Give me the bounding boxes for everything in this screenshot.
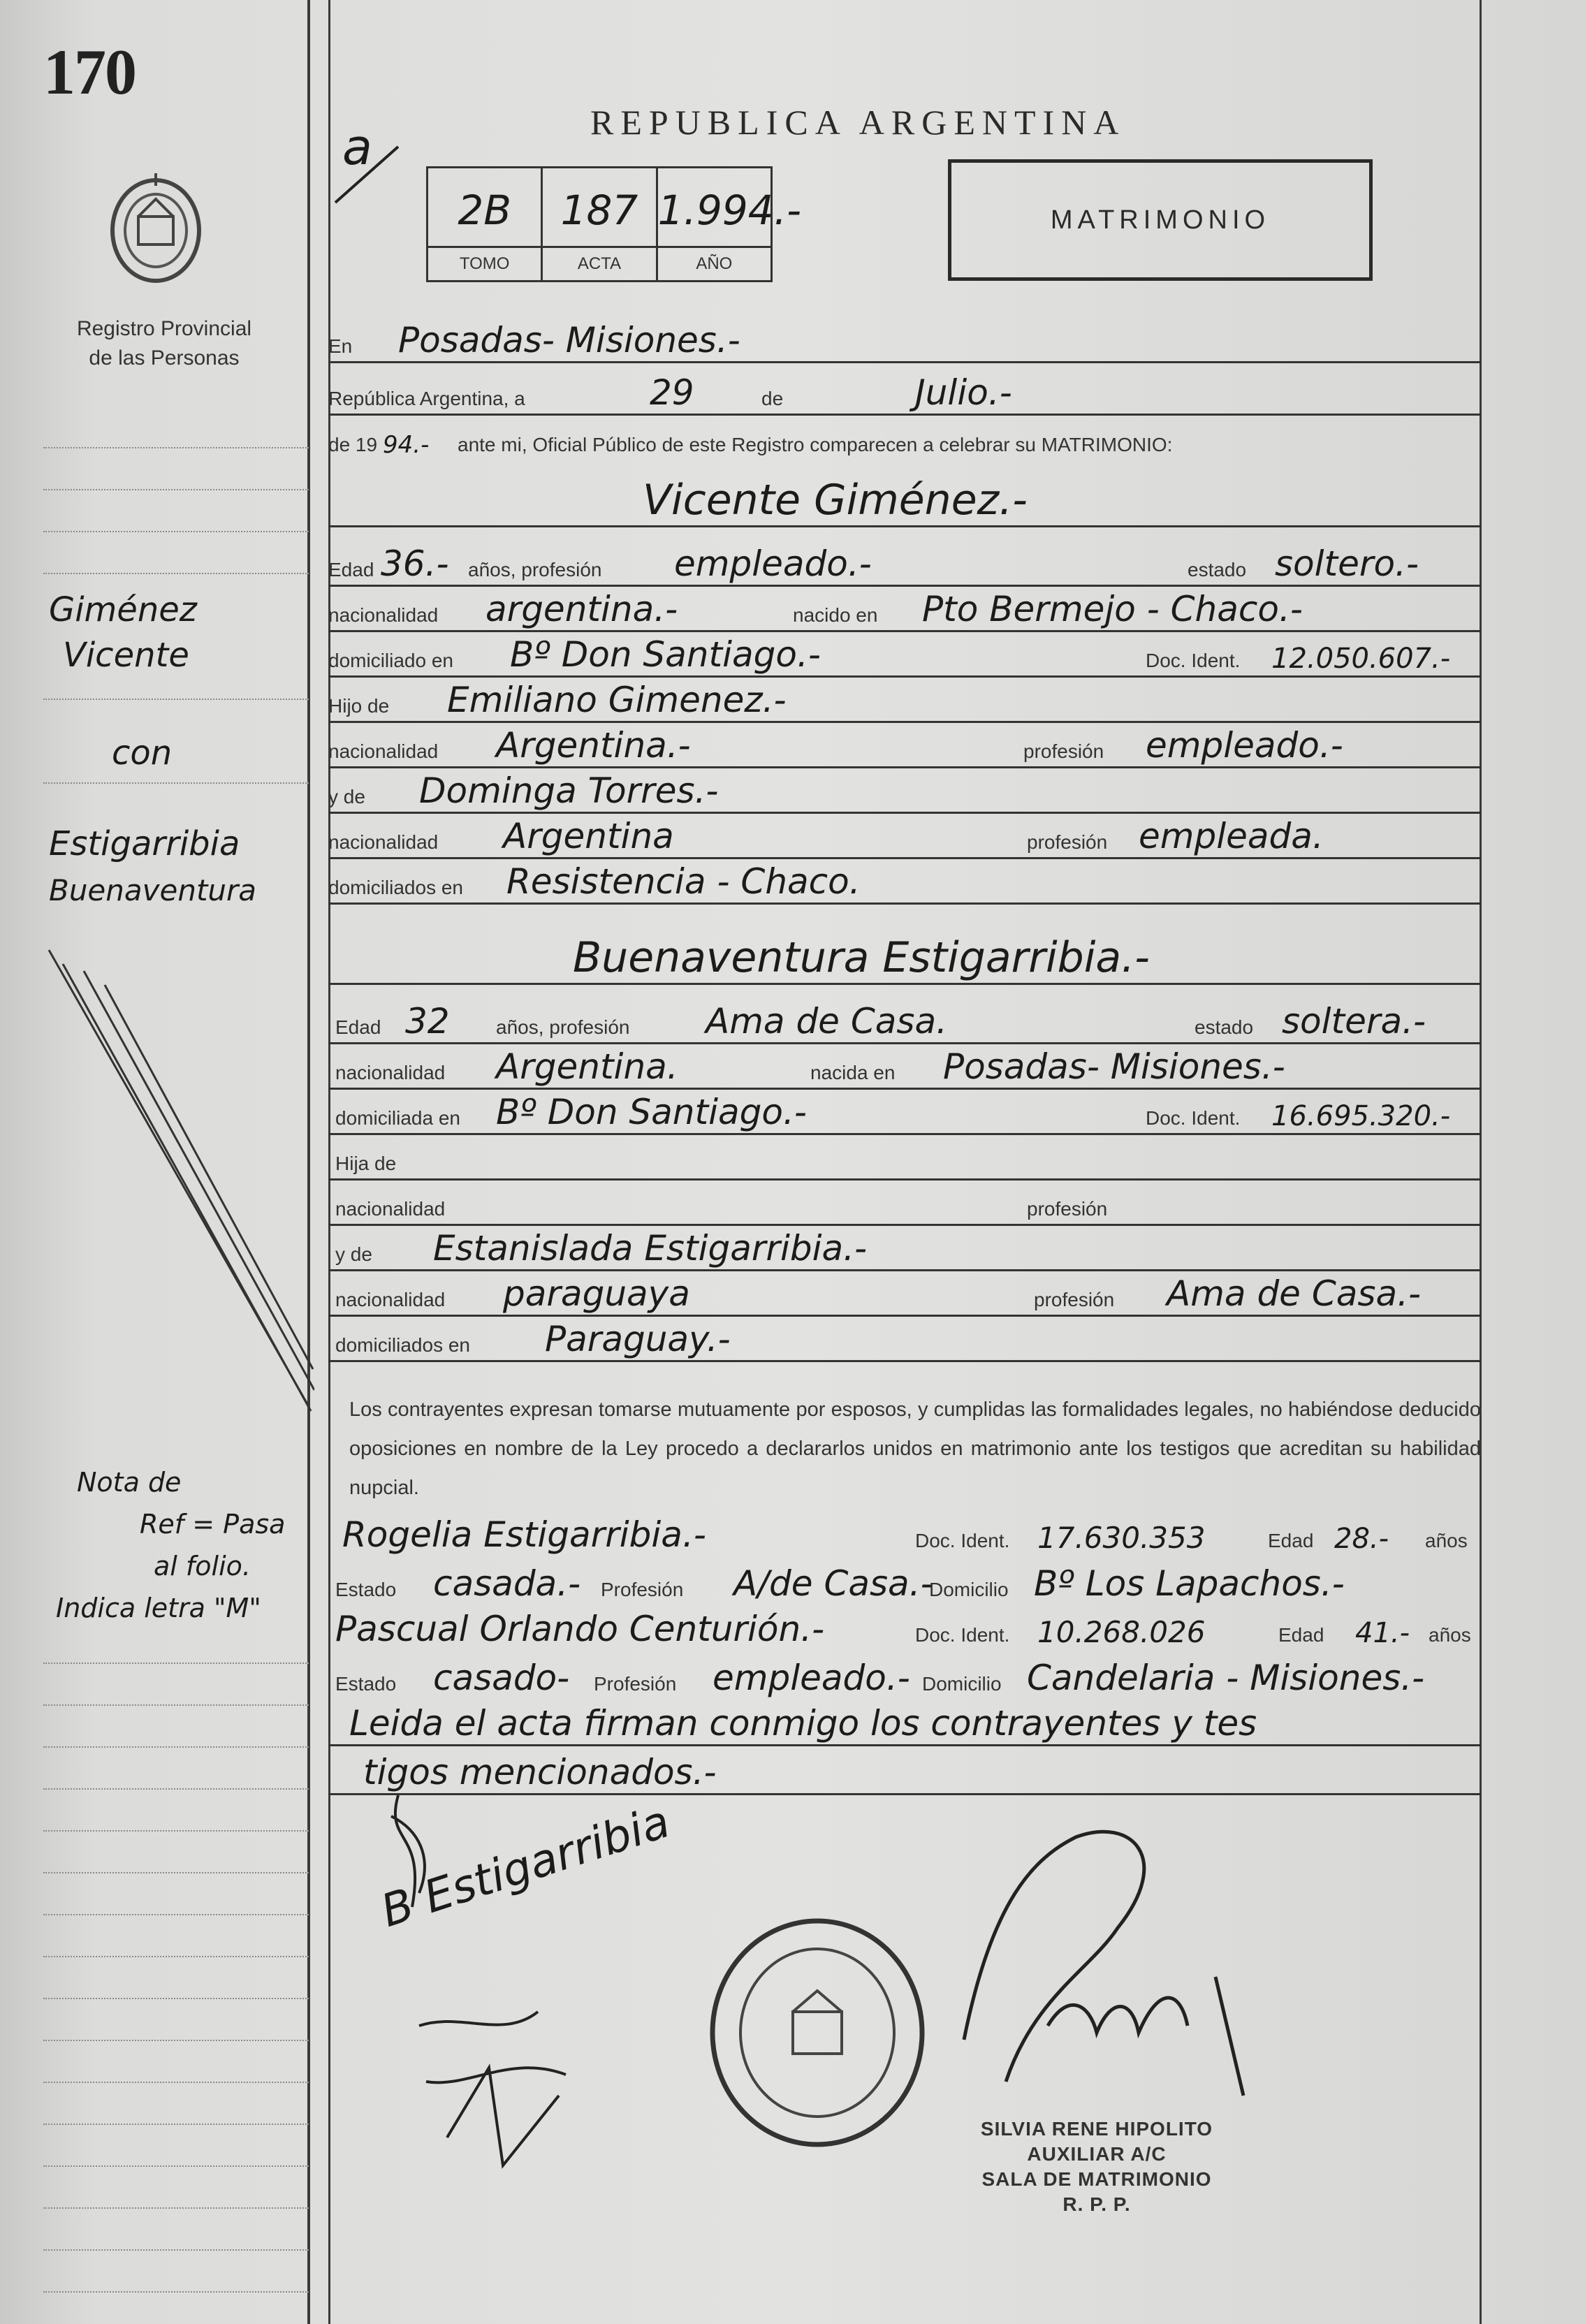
value-t1-doc: 17.630.353: [1037, 1521, 1206, 1555]
ruled-line: [43, 699, 309, 700]
form-line: [328, 585, 1481, 587]
form-line: [328, 766, 1481, 768]
value-c1-madre-prof: empleada.: [1139, 816, 1324, 856]
ruled-line: [43, 1998, 309, 1999]
label-comparecen: ante mi, Oficial Público de este Registro comparecen a celebrar su MATRIMONIO:: [458, 434, 1173, 455]
stamp-sala: SALA DE MATRIMONIO: [981, 2168, 1212, 2190]
country-title: REPUBLICA ARGENTINA: [590, 103, 1126, 142]
label-y-de: y de: [335, 1243, 372, 1265]
row-c2-padre-nac: [328, 1184, 1481, 1226]
label-domiciliados-en: domiciliados en: [328, 877, 463, 898]
label-republica: República Argentina, a: [328, 388, 525, 409]
label-anios: años: [1425, 1530, 1468, 1551]
form-line: [328, 1178, 1481, 1181]
tomo-label: TOMO: [428, 246, 541, 280]
value-c1-padre-prof: empleado.-: [1146, 725, 1343, 766]
label-nacida-en: nacida en: [810, 1062, 896, 1083]
row-c1-nac: [328, 590, 1481, 632]
ruled-line: [43, 2040, 309, 2041]
acta-value: 187: [560, 187, 638, 234]
value-t1-profesion: A/de Casa.-: [733, 1563, 933, 1604]
label-hija-de: Hija de: [335, 1153, 397, 1174]
official-stamp-block: [964, 2117, 1229, 2217]
value-c1-doc: 12.050.607.-: [1271, 643, 1451, 675]
margin-nombre2: Buenaventura: [49, 873, 257, 907]
stamp-cargo: AUXILIAR A/C: [1027, 2143, 1167, 2165]
value-t2-domicilio: Candelaria - Misiones.-: [1027, 1658, 1425, 1698]
value-t2-edad: 41.-: [1355, 1617, 1410, 1649]
row-lugar: [328, 321, 1481, 363]
value-t1-nombre: Rogelia Estigarribia.-: [342, 1514, 706, 1555]
row-cierre-1: [328, 1704, 1481, 1746]
value-c2-profesion: Ama de Casa.: [706, 1001, 947, 1042]
value-cierre-2: tigos mencionados.-: [363, 1752, 717, 1792]
declaracion-paragraph: Los contrayentes expresan tomarse mutuamente por esposos, y cumplidas las formalidades legales, no habiéndose deducido oposiciones en nombre de la Ley procedo a declararlos unidos en matrimonio ante los testigos que acreditan su habilidad nupcial.: [349, 1398, 1481, 1499]
form-line: [328, 1793, 1481, 1795]
row-c2-madre-dom: [328, 1320, 1481, 1362]
row-anio: [328, 423, 1481, 462]
ruled-line: [43, 782, 309, 784]
label-profesion: profesión: [1034, 1289, 1115, 1310]
row-c1-madre: [328, 772, 1481, 814]
label-edad: Edad: [328, 559, 374, 580]
value-c2-nacida-en: Posadas- Misiones.-: [943, 1046, 1285, 1087]
label-nacionalidad: nacionalidad: [335, 1062, 446, 1083]
value-c1-estado: soltero.-: [1275, 543, 1419, 584]
value-t1-estado: casada.-: [433, 1563, 581, 1604]
form-line: [328, 414, 1481, 416]
ruled-line: [43, 1746, 309, 1748]
row-c2-madre-nac: [328, 1275, 1481, 1317]
label-domiciliados-en: domiciliados en: [335, 1334, 470, 1356]
value-c1-edad: 36.-: [381, 543, 449, 584]
value-c1-padre-nac: Argentina.-: [496, 725, 691, 766]
row-cierre-2: [328, 1753, 1481, 1795]
label-edad: Edad: [335, 1016, 381, 1038]
label-edad-w: Edad: [1278, 1624, 1324, 1646]
row-c1-nombre: [328, 475, 1481, 527]
value-dia: 29: [650, 372, 694, 413]
stamp-name: SILVIA RENE HIPOLITO: [980, 2118, 1213, 2140]
value-c2-nacionalidad: Argentina.: [496, 1046, 678, 1087]
ruled-line: [43, 489, 309, 490]
value-c2-madre: Estanislada Estigarribia.-: [433, 1228, 868, 1269]
ruled-line: [43, 2207, 309, 2209]
label-y-de: y de: [328, 786, 365, 807]
value-c2-nombre: Buenaventura Estigarribia.-: [573, 933, 1150, 982]
label-nacido-en: nacido en: [793, 604, 878, 626]
form-line: [328, 1088, 1481, 1090]
value-c1-profesion: empleado.-: [674, 543, 872, 584]
label-estado-w: Estado: [335, 1673, 397, 1695]
label-profesion: profesión: [1027, 831, 1108, 853]
anio-cell: [657, 168, 802, 280]
label-doc-ident: Doc. Ident.: [1146, 1107, 1241, 1129]
row-c1-padre: [328, 681, 1481, 723]
value-c1-padre: Emiliano Gimenez.-: [447, 680, 787, 720]
value-t1-edad: 28.-: [1334, 1523, 1389, 1555]
form-line: [328, 630, 1481, 632]
ruled-line: [43, 2082, 309, 2083]
acta-label: ACTA: [543, 246, 655, 280]
label-nacionalidad: nacionalidad: [328, 831, 439, 853]
row-t1-estado: [328, 1565, 1481, 1607]
ruled-line: [43, 2124, 309, 2125]
form-line: [328, 983, 1481, 985]
label-profesion: profesión: [1023, 740, 1104, 762]
value-lugar: Posadas- Misiones.-: [398, 320, 740, 360]
margin-nota-4: Indica letra "M": [56, 1593, 261, 1623]
value-c1-madre-nac: Argentina: [503, 816, 674, 856]
label-profesion: profesión: [1027, 1198, 1108, 1220]
margin-nota-1: Nota de: [77, 1467, 182, 1498]
form-line: [328, 721, 1481, 723]
act-id-box: [426, 166, 802, 282]
ruled-line: [43, 1956, 309, 1957]
value-c1-madre: Dominga Torres.-: [419, 770, 719, 811]
corner-mark: a: [342, 119, 372, 176]
label-anios: años: [1429, 1624, 1471, 1646]
value-c2-madre-prof: Ama de Casa.-: [1167, 1273, 1422, 1314]
label-domiciliada-en: domiciliada en: [335, 1107, 460, 1129]
form-line: [328, 1133, 1481, 1135]
row-c2-nombre: [328, 933, 1481, 985]
label-de-anio: de 19: [328, 434, 378, 455]
value-c2-domicilio: Bº Don Santiago.-: [496, 1092, 807, 1132]
form-line: [328, 361, 1481, 363]
anio-value: 1.994.-: [657, 187, 802, 234]
form-line: [328, 1224, 1481, 1226]
label-nacionalidad: nacionalidad: [335, 1198, 446, 1220]
row-fecha: [328, 374, 1481, 416]
value-c1-domicilio: Bº Don Santiago.-: [510, 634, 821, 675]
value-c1-nombre: Vicente Giménez.-: [643, 476, 1028, 525]
corner-slash-icon: [328, 140, 405, 210]
ruled-line: [43, 1662, 309, 1664]
row-c2-nac: [328, 1048, 1481, 1090]
form-line: [328, 812, 1481, 814]
form-line: [328, 1744, 1481, 1746]
row-c1-madre-nac: [328, 817, 1481, 859]
ruled-line: [43, 447, 309, 448]
label-estado-w: Estado: [335, 1579, 397, 1600]
ruled-line: [43, 1788, 309, 1790]
ruled-line: [43, 531, 309, 532]
label-nacionalidad: nacionalidad: [328, 740, 439, 762]
signature-estigarribia: B Estigarribia: [375, 1796, 676, 1938]
margin-con: con: [112, 733, 173, 773]
ruled-line: [43, 2165, 309, 2167]
form-line: [328, 675, 1481, 678]
row-c2-padre: [328, 1139, 1481, 1181]
value-anio-suffix: 94.-: [383, 431, 430, 459]
row-c1-edad: [328, 545, 1481, 587]
tomo-cell: [428, 168, 543, 280]
form-line: [328, 1042, 1481, 1044]
value-t2-nombre: Pascual Orlando Centurión.-: [335, 1609, 825, 1649]
row-t2-estado: [328, 1659, 1481, 1701]
signature-2-icon: [405, 1998, 587, 2179]
value-t2-profesion: empleado.-: [713, 1658, 910, 1698]
margin-nombre: Vicente: [63, 636, 189, 675]
label-hijo-de: Hijo de: [328, 695, 390, 717]
ruled-line: [43, 1914, 309, 1915]
folio-number: 170: [43, 36, 136, 108]
ruled-line: [43, 1830, 309, 1832]
ruled-line: [43, 2291, 309, 2293]
row-c2-edad: [328, 1002, 1481, 1044]
value-c2-madre-nac: paraguaya: [503, 1273, 690, 1314]
value-t2-estado: casado-: [433, 1658, 570, 1698]
margin-strike-lines-icon: [42, 943, 314, 1418]
value-c1-nacionalidad: argentina.-: [485, 589, 678, 629]
value-c2-edad: 32: [405, 1001, 450, 1042]
form-line: [328, 1315, 1481, 1317]
form-line: [328, 1269, 1481, 1271]
label-doc-ident: Doc. Ident.: [1146, 650, 1241, 671]
form-line: [328, 857, 1481, 859]
value-c2-doc: 16.695.320.-: [1271, 1100, 1451, 1132]
form-line: [328, 902, 1481, 905]
issuer-block: [42, 314, 286, 373]
value-c2-estado: soltera.-: [1282, 1001, 1426, 1042]
form-line: [328, 1360, 1481, 1362]
row-c1-padre-nac: [328, 726, 1481, 768]
margin-apellido2: Estigarribia: [49, 824, 240, 863]
form-line: [328, 525, 1481, 527]
issuer-line-1: Registro Provincial: [76, 317, 252, 340]
row-c2-madre: [328, 1229, 1481, 1271]
row-c1-dom: [328, 636, 1481, 678]
row-t2-nombre: [328, 1610, 1481, 1652]
value-mes: Julio.-: [915, 372, 1012, 413]
value-c2-madre-dom: Paraguay.-: [545, 1319, 731, 1359]
label-profesion-w: Profesión: [601, 1579, 684, 1600]
label-de: de: [761, 388, 784, 409]
issuer-line-2: de las Personas: [89, 346, 240, 370]
tomo-value: 2B: [458, 187, 512, 234]
acta-cell: [543, 168, 657, 280]
label-doc-ident: Doc. Ident.: [915, 1624, 1010, 1646]
label-estado: estado: [1195, 1016, 1254, 1038]
anio-label: AÑO: [658, 246, 770, 280]
label-nacionalidad: nacionalidad: [335, 1289, 446, 1310]
row-c1-padres-dom: [328, 863, 1481, 905]
label-edad-w: Edad: [1268, 1530, 1314, 1551]
ruled-line: [43, 1704, 309, 1706]
row-c2-dom: [328, 1093, 1481, 1135]
value-cierre-1: Leida el acta firman conmigo los contrayentes y tes: [349, 1703, 1257, 1744]
label-estado: estado: [1188, 559, 1247, 580]
label-domicilio-w: Domicilio: [929, 1579, 1009, 1600]
label-domiciliado-en: domiciliado en: [328, 650, 453, 671]
label-nacionalidad: nacionalidad: [328, 604, 439, 626]
official-signature-icon: [950, 1816, 1257, 2110]
label-anios-profesion: años, profesión: [496, 1016, 630, 1038]
value-c1-padres-dom: Resistencia - Chaco.: [506, 861, 861, 902]
margin-nota-2: Ref = Pasa: [140, 1509, 286, 1540]
row-t1-nombre: [328, 1516, 1481, 1558]
label-en: En: [328, 335, 353, 357]
ruled-line: [43, 1872, 309, 1873]
value-c1-nacido-en: Pto Bermejo - Chaco.-: [922, 589, 1303, 629]
act-type-box: MATRIMONIO: [948, 159, 1373, 281]
value-t1-domicilio: Bº Los Lapachos.-: [1034, 1563, 1345, 1604]
label-anios-profesion: años, profesión: [468, 559, 602, 580]
provincial-seal-icon: [103, 168, 208, 286]
margin-apellido: Giménez: [49, 590, 197, 629]
label-doc-ident: Doc. Ident.: [915, 1530, 1010, 1551]
stamp-rpp: R. P. P.: [1062, 2193, 1131, 2215]
official-round-stamp-icon: [706, 1914, 929, 2151]
ruled-line: [43, 2249, 309, 2251]
margin-nota-3: al folio.: [154, 1551, 251, 1581]
label-domicilio-w: Domicilio: [922, 1673, 1002, 1695]
ruled-line: [43, 573, 309, 574]
label-profesion-w: Profesión: [594, 1673, 677, 1695]
value-t2-doc: 10.268.026: [1037, 1615, 1206, 1649]
